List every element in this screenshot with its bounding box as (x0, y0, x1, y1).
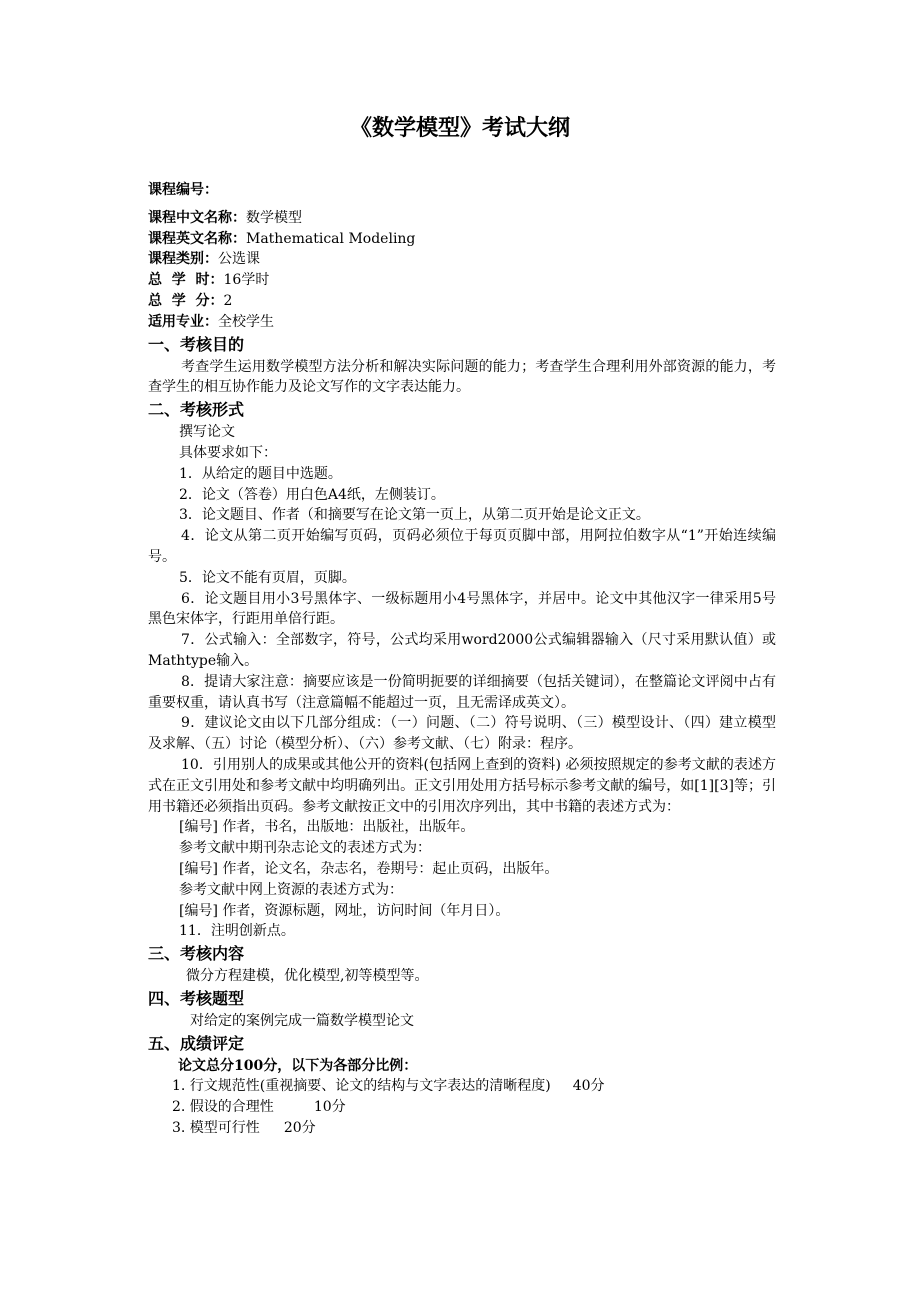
document-title: 《数学模型》考试大纲 (349, 116, 570, 141)
requirement-item: 10．引用别人的成果或其他公开的资料(包括网上查到的资料) 必须按照规定的参考文献的表述方式在正文引用处和参考文献中均明确列出。正文引用处用方括号标示参考文献的编号，如[1][3]等；引用书籍还必须指出页码。参考文献按正文中的引用次序列出，其中书籍的表述方式为： (148, 756, 776, 815)
score-label: 1. 行文规范性(重视摘要、论文的结构与文字表达的清晰程度) (172, 1078, 551, 1095)
total-credits-value: 2 (223, 292, 233, 309)
content-text: 微分方程建模，优化模型,初等模型等。 (186, 968, 429, 985)
applicable-major-value: 全校学生 (218, 313, 274, 330)
score-row (148, 1118, 776, 1139)
requirement-item: 8．提请大家注意：摘要应该是一份简明扼要的详细摘要（包括关键词），在整篇论文评阅中占有重要权重，请认真书写（注意篇幅不能超过一页，且无需译成英文）。 (148, 673, 776, 711)
section-heading: 三、考核内容 (148, 944, 245, 964)
section-heading: 一、考核目的 (148, 334, 245, 354)
question-type-text: 对给定的案例完成一篇数学模型论文 (190, 1012, 414, 1029)
reference-format-line: [编号] 作者，书名，出版地：出版社，出版年。 (179, 819, 475, 836)
course-en-name-label: 课程英文名称： (148, 230, 246, 247)
course-cn-name-label: 课程中文名称： (148, 209, 246, 226)
section-grading (148, 1032, 776, 1139)
reference-format-line: 参考文献中网上资源的表述方式为： (179, 881, 403, 898)
applicable-major-label: 适用专业： (148, 313, 218, 330)
paragraph: 考查学生运用数学模型方法分析和解决实际问题的能力；考查学生合理利用外部资源的能力，考查学生的相互协作能力及论文写作的文字表达能力。 (148, 358, 776, 396)
total-hours-label: 总 学 时： (148, 272, 224, 289)
course-type-value: 公选课 (218, 251, 260, 268)
score-row (148, 1097, 776, 1118)
course-en-name-row (148, 229, 776, 250)
requirement-item: 6．论文题目用小3号黑体字、一级标题用小4号黑体字，并居中。论文中其他汉字一律采用5号黑色宋体字，行距用单倍行距。 (148, 590, 776, 628)
reference-format-line: [编号] 作者，资源标题，网址，访问时间（年月日）。 (179, 902, 510, 919)
requirement-item: 1．从给定的题目中选题。 (179, 465, 342, 482)
grading-intro: 论文总分100分，以下为各部分比例： (178, 1057, 418, 1074)
course-info (148, 180, 776, 333)
course-code-row (148, 180, 776, 201)
section-heading: 二、考核形式 (148, 400, 245, 420)
score-points: 10分 (313, 1099, 346, 1116)
total-hours-value: 16学时 (223, 272, 270, 289)
course-cn-name-row (148, 208, 776, 229)
course-code-label: 课程编号： (148, 182, 218, 198)
form-text: 撰写论文 (179, 424, 235, 441)
total-credits-row (148, 291, 776, 312)
section-heading: 四、考核题型 (148, 988, 245, 1008)
section-assessment-purpose (148, 333, 776, 399)
score-row (148, 1076, 776, 1097)
total-credits-label: 总 学 分： (148, 292, 224, 309)
reference-format-line: [编号] 作者，论文名，杂志名，卷期号：起止页码，出版年。 (179, 860, 559, 877)
score-label: 3. 模型可行性 (172, 1120, 260, 1137)
section-assessment-content (148, 942, 776, 987)
document-body (148, 180, 776, 1139)
requirement-item: 5．论文不能有页眉，页脚。 (179, 569, 356, 586)
requirement-item: 2．论文（答卷）用白色A4纸，左侧装订。 (179, 486, 445, 503)
requirement-item: 11．注明创新点。 (179, 923, 295, 940)
course-en-name-value: Mathematical Modeling (246, 230, 416, 247)
requirement-item: 9．建议论文由以下几部分组成：（一）问题、（二）符号说明、（三）模型设计、（四）建立模型及求解、（五）讨论（模型分析）、（六）参考文献、（七）附录：程序。 (148, 715, 776, 753)
requirements-intro: 具体要求如下： (179, 444, 277, 461)
requirement-item: 3．论文题目、作者（和摘要写在论文第一页上，从第二页开始是论文正文。 (179, 507, 650, 524)
section-heading: 五、成绩评定 (148, 1033, 245, 1053)
section-question-type (148, 987, 776, 1032)
score-label: 2. 假设的合理性 (172, 1099, 274, 1116)
requirement-item: 4．论文从第二页开始编写页码，页码必须位于每页页脚中部，用阿拉伯数字从“1”开始连续编号。 (148, 528, 776, 565)
reference-format-line: 参考文献中期刊杂志论文的表述方式为： (179, 840, 431, 857)
score-points: 20分 (283, 1120, 316, 1137)
course-type-row (148, 249, 776, 270)
course-cn-name-value: 数学模型 (246, 209, 302, 226)
section-assessment-form (148, 398, 776, 942)
applicable-major-row (148, 312, 776, 333)
requirement-item: 7．公式输入：全部数字，符号，公式均采用word2000公式编辑器输入（尺寸采用默认值）或Mathtype输入。 (148, 632, 776, 669)
score-points: 40分 (572, 1078, 605, 1095)
total-hours-row (148, 270, 776, 291)
course-type-label: 课程类别： (148, 251, 218, 268)
